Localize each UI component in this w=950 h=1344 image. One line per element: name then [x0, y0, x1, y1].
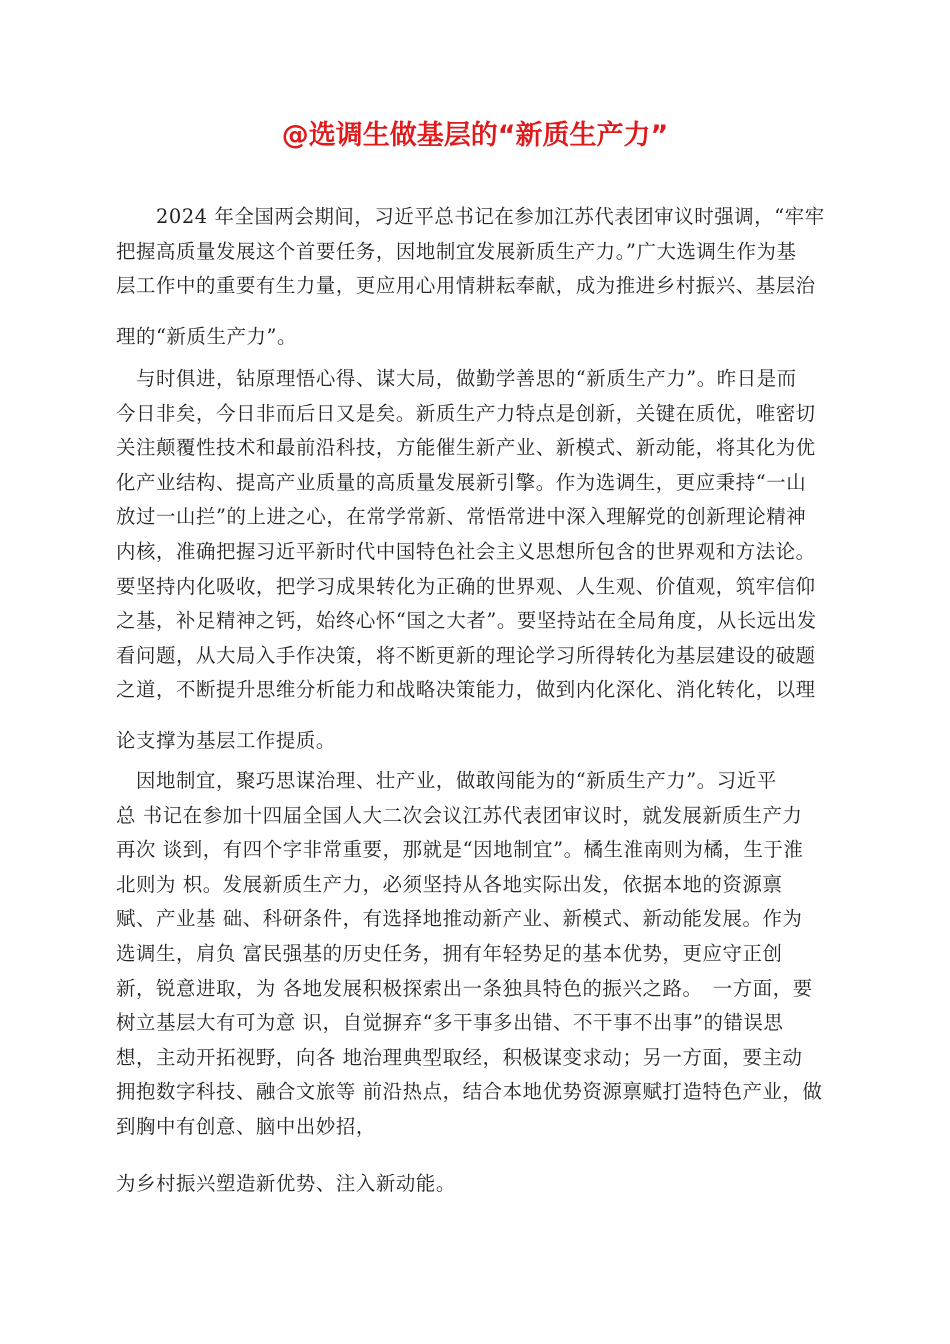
- paragraph-line: 到胸中有创意、脑中出妙招，: [116, 1114, 376, 1138]
- paragraph-tail: 论支撑为基层工作提质。: [116, 728, 336, 752]
- paragraph-line: 想，主动开拓视野，向各 地治理典型取经，积极谋变求动；另一方面，要主动: [116, 1045, 803, 1069]
- paragraph-line: 2024 年全国两会期间，习近平总书记在参加江苏代表团审议时强调，“牢牢: [116, 205, 825, 228]
- paragraph-line: 树立基层大有可为意 识，自觉摒弃“多干事多出错、不干事不出事”的错误思: [116, 1011, 784, 1035]
- paragraph-line: 赋、产业基 础、科研条件，有选择地推动新产业、新模式、新动能发展。作为: [116, 907, 803, 931]
- document-title: @选调生做基层的“新质生产力”: [281, 120, 669, 151]
- paragraph-line: 与时俱进，钻原理悟心得、谋大局，做勤学善思的“新质生产力”。昨日是而: [116, 367, 797, 390]
- paragraph-line: 之基，补足精神之钙，始终心怀“国之大者”。要坚持站在全局角度，从长远出发: [116, 609, 817, 633]
- paragraph-2: [116, 362, 836, 759]
- paragraph-line: 内核，准确把握习近平新时代中国特色社会主义思想所包含的世界观和方法论。: [116, 539, 816, 563]
- paragraph-line: 因地制宜，聚巧思谋治理、壮产业，做敢闯能为的“新质生产力”。习近平: [116, 769, 777, 792]
- paragraph-line: 要坚持内化吸收，把学习成果转化为正确的世界观、人生观、价值观，筑牢信仰: [116, 574, 816, 598]
- paragraph-line: 看问题，从大局入手作决策，将不断更新的理论学习所得转化为基层建设的破题: [116, 643, 816, 667]
- paragraph-line: 关注颠覆性技术和最前沿科技，方能催生新产业、新模式、新动能，将其化为优: [116, 436, 816, 460]
- paragraph-3: [116, 764, 836, 1201]
- paragraph-line: 今日非矣，今日非而后日又是矣。新质生产力特点是创新，关键在质优，唯密切: [116, 401, 816, 425]
- paragraph-line: 北则为 枳。发展新质生产力，必须坚持从各地实际出发，依据本地的资源禀: [116, 872, 783, 896]
- paragraph-1: [116, 200, 836, 354]
- paragraph-line: 把握高质量发展这个首要任务，因地制宜发展新质生产力。”广大选调生作为基: [116, 239, 797, 263]
- paragraph-line: 再次 谈到，有四个字非常重要，那就是“因地制宜”。橘生淮南则为橘，生于淮: [116, 838, 804, 862]
- paragraph-line: 放过一山拦”的上进之心，在常学常新、常悟常进中深入理解党的创新理论精神: [116, 505, 807, 529]
- paragraph-line: 层工作中的重要有生力量，更应用心用情耕耘奉献，成为推进乡村振兴、基层治: [116, 274, 816, 298]
- paragraph-line: 拥抱数字科技、融合文旅等 前沿热点，结合本地优势资源禀赋打造特色产业，做: [116, 1080, 823, 1104]
- paragraph-tail: 为乡村振兴塑造新优势、注入新动能。: [116, 1171, 456, 1195]
- paragraph-line: 选调生，肩负 富民强基的历史任务，拥有年轻势足的基本优势，更应守正创: [116, 941, 783, 965]
- paragraph-line: 总 书记在参加十四届全国人大二次会议江苏代表团审议时，就发展新质生产力: [116, 803, 803, 827]
- paragraph-line: 之道，不断提升思维分析能力和战略决策能力，做到内化深化、消化转化，以理: [116, 678, 816, 702]
- paragraph-tail: 理的“新质生产力”。: [116, 324, 297, 348]
- paragraph-line: 化产业结构、提高产业质量的高质量发展新引擎。作为选调生，更应秉持“一山: [116, 470, 807, 494]
- paragraph-line: 新，锐意进取，为 各地发展积极探索出一条独具特色的振兴之路。 一方面，要: [116, 976, 813, 1000]
